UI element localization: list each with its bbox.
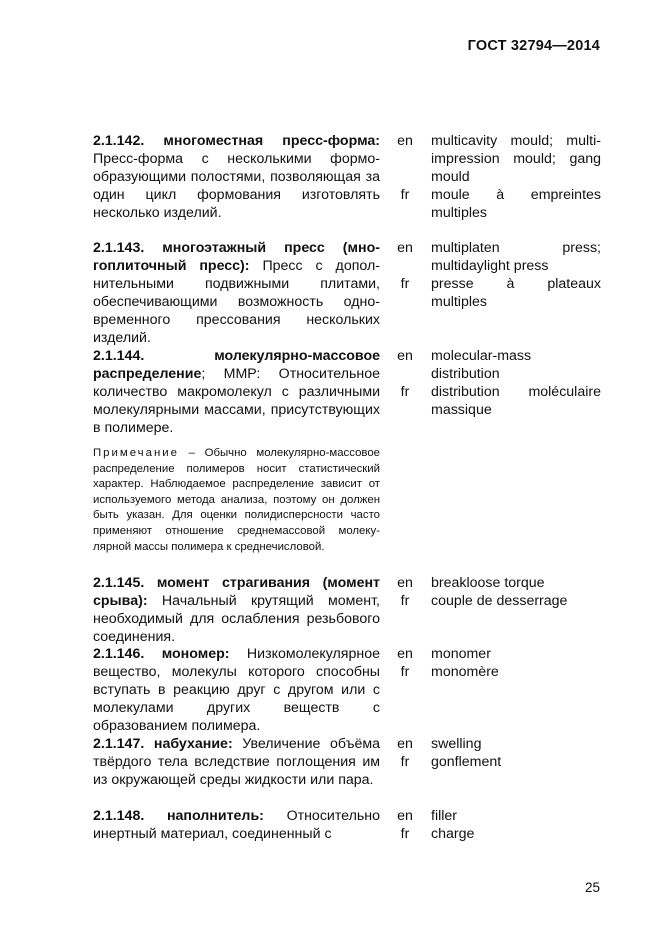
lang-code-en: en — [397, 808, 413, 824]
foreign-equivalents — [431, 240, 601, 312]
lang-code-fr: fr — [400, 592, 410, 609]
equiv-fr: couple de desserrage — [431, 592, 568, 609]
lang-codes — [393, 646, 417, 682]
lang-code-en: en — [397, 240, 413, 256]
equiv-en: monomer — [431, 646, 491, 662]
lang-code-en: en — [397, 133, 413, 149]
lang-code-en: en — [397, 646, 413, 662]
foreign-equivalents — [431, 808, 601, 844]
lang-code-en: en — [397, 348, 413, 364]
term-number: 2.1.148. — [93, 808, 145, 824]
equiv-fr: monomère — [431, 663, 499, 680]
term-def: Начальный крутящий момент, необходимый для ослабления резьбового соединения. — [93, 592, 380, 645]
lang-codes — [393, 240, 417, 294]
term-definition — [93, 348, 380, 438]
term-def: Относительно инертный материал, соединенный с — [93, 808, 380, 842]
term-name: молекулярно-массовое распределение — [93, 348, 380, 382]
lang-code-fr: fr — [400, 753, 410, 770]
term-definition — [93, 808, 380, 844]
equiv-en: breakloose torque — [431, 575, 545, 591]
term-def: Пресс с дополнительными подвижными плитами, обеспечивающими возможность одновременного прессования нескольких изделий. — [93, 257, 380, 346]
term-name: мономер: — [161, 646, 230, 662]
term-name: набухание: — [153, 736, 233, 752]
page-number: 25 — [584, 880, 600, 895]
equiv-en: filler — [431, 808, 458, 824]
foreign-equivalents — [431, 736, 601, 772]
equiv-fr: charge — [431, 825, 475, 842]
lang-code-fr: fr — [400, 663, 410, 680]
equiv-fr: gonflement — [431, 753, 502, 770]
lang-codes — [393, 575, 417, 611]
foreign-equivalents — [431, 133, 601, 223]
equiv-fr: presse à plateaux multiples — [431, 275, 601, 310]
term-number: 2.1.145. — [93, 575, 145, 591]
equiv-en: molecular-mass distribution — [431, 348, 532, 382]
foreign-equivalents — [431, 646, 601, 682]
equiv-en: multiplaten press; multidaylight press — [431, 240, 601, 274]
lang-codes — [393, 808, 417, 844]
lang-code-en: en — [397, 736, 413, 752]
lang-code-fr: fr — [400, 275, 410, 292]
lang-codes — [393, 133, 417, 205]
equiv-en: swelling — [431, 736, 482, 752]
term-name: наполнитель: — [166, 808, 264, 824]
term-definition — [93, 575, 380, 647]
lang-code-fr: fr — [400, 186, 410, 203]
note-block — [93, 446, 380, 555]
term-definition — [93, 736, 380, 790]
term-name: многоместная пресс-форма: — [163, 133, 380, 149]
term-number: 2.1.144. — [93, 348, 145, 364]
equiv-fr: moule à empreintes multiples — [431, 186, 601, 221]
lang-code-fr: fr — [400, 825, 410, 842]
term-number: 2.1.147. — [93, 736, 145, 752]
lang-code-en: en — [397, 575, 413, 591]
term-name: многоэтажный пресс (многоплиточный пресс): — [93, 240, 380, 274]
term-number: 2.1.142. — [93, 133, 145, 149]
term-definition — [93, 646, 380, 736]
term-def: Низкомолекулярное вещество, молекулы которого способны вступать в реакцию друг с другом или с молекулами других веществ с образованием полимера. — [93, 646, 380, 734]
term-definition — [93, 240, 380, 347]
lang-codes — [393, 736, 417, 772]
lang-code-fr: fr — [400, 383, 410, 400]
equiv-en: multicavity mould; multi-impression mould; gang mould — [431, 133, 601, 185]
foreign-equivalents — [431, 575, 601, 611]
foreign-equivalents — [431, 348, 601, 420]
term-definition — [93, 133, 380, 223]
term-def: ; ММР: Относительное количество макромолекул с различными молекулярными массами, присутствующих в полимере. — [93, 365, 380, 436]
term-number: 2.1.143. — [93, 240, 145, 256]
term-def: Увеличение объёма твёрдого тела вследствие поглощения им из окружающей среды жидкости или пара. — [93, 736, 380, 788]
note-label: Примечание — [93, 447, 179, 459]
term-number: 2.1.146. — [93, 646, 145, 662]
lang-codes — [393, 348, 417, 402]
equiv-fr: distribution moléculaire massique — [431, 383, 601, 418]
standard-code: ГОСТ 32794—2014 — [467, 38, 600, 54]
term-def: Пресс-форма с несколькими формообразующими полостями, позволяющая за один цикл формования изготовлять несколько изделий. — [93, 150, 380, 221]
term-name: момент страгивания (момент срыва): — [93, 575, 380, 609]
note-text: – Обычно молекулярно-массовое распределение полимеров носит статистический характер. Наблюдаемое распределение зависит от используемого метода анализа, поэтому он должен быть указан. Для оценки полидисперсности часто применяют отношение среднемассовой молекулярной массы полимера к среднечисловой. — [93, 447, 380, 553]
